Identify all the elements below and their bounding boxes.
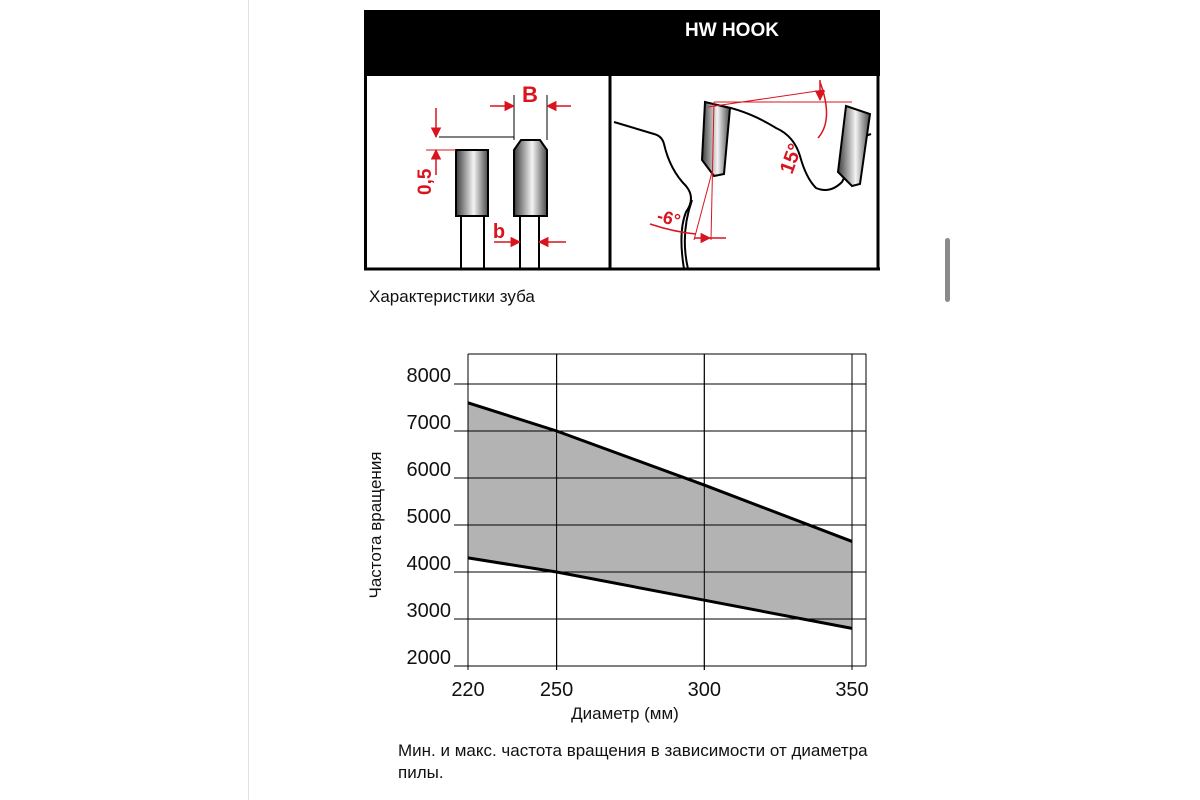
teeth-caption: Характеристики зуба xyxy=(369,287,535,306)
x-tick-label: 300 xyxy=(687,679,721,701)
y-tick-label: 6000 xyxy=(406,459,451,481)
rake-angle-label: -6° xyxy=(654,205,683,231)
y-tick-label: 4000 xyxy=(406,553,451,575)
y-tick-label: 8000 xyxy=(406,365,451,387)
dimension-b-label: b xyxy=(492,221,506,243)
speed-caption-line-2: пилы. xyxy=(398,763,444,782)
clearance-angle-label: 15° xyxy=(776,140,808,177)
y-tick-label: 7000 xyxy=(406,412,451,434)
tooth-front-view xyxy=(456,140,547,268)
scrollbar-thumb[interactable] xyxy=(945,238,950,302)
x-tick-label: 220 xyxy=(451,679,485,701)
y-tick-label: 3000 xyxy=(406,600,451,622)
speed-range-area xyxy=(468,403,852,629)
x-tick-label: 250 xyxy=(539,679,574,701)
speed-caption-line-1: Мин. и макс. частота вращения в зависимости от диаметра xyxy=(398,741,868,760)
diagram-frame xyxy=(364,76,880,269)
header-bar xyxy=(364,10,880,76)
page-divider xyxy=(248,0,249,800)
tooth-side-view xyxy=(614,102,871,269)
dimension-lines xyxy=(426,95,571,242)
y-axis-label: Частота вращения xyxy=(366,451,385,599)
dimension-B-label: B xyxy=(522,82,538,107)
y-tick-label: 5000 xyxy=(406,506,451,528)
speed-caption xyxy=(398,740,918,784)
header-title: HW HOOK xyxy=(685,20,779,41)
tooth-diagram xyxy=(364,10,880,272)
x-tick-label: 350 xyxy=(835,679,869,701)
dimension-0-5-label: 0,5 xyxy=(415,168,436,195)
x-axis-label: Диаметр (мм) xyxy=(571,704,679,723)
speed-chart xyxy=(340,340,900,740)
y-tick-label: 2000 xyxy=(406,647,451,669)
